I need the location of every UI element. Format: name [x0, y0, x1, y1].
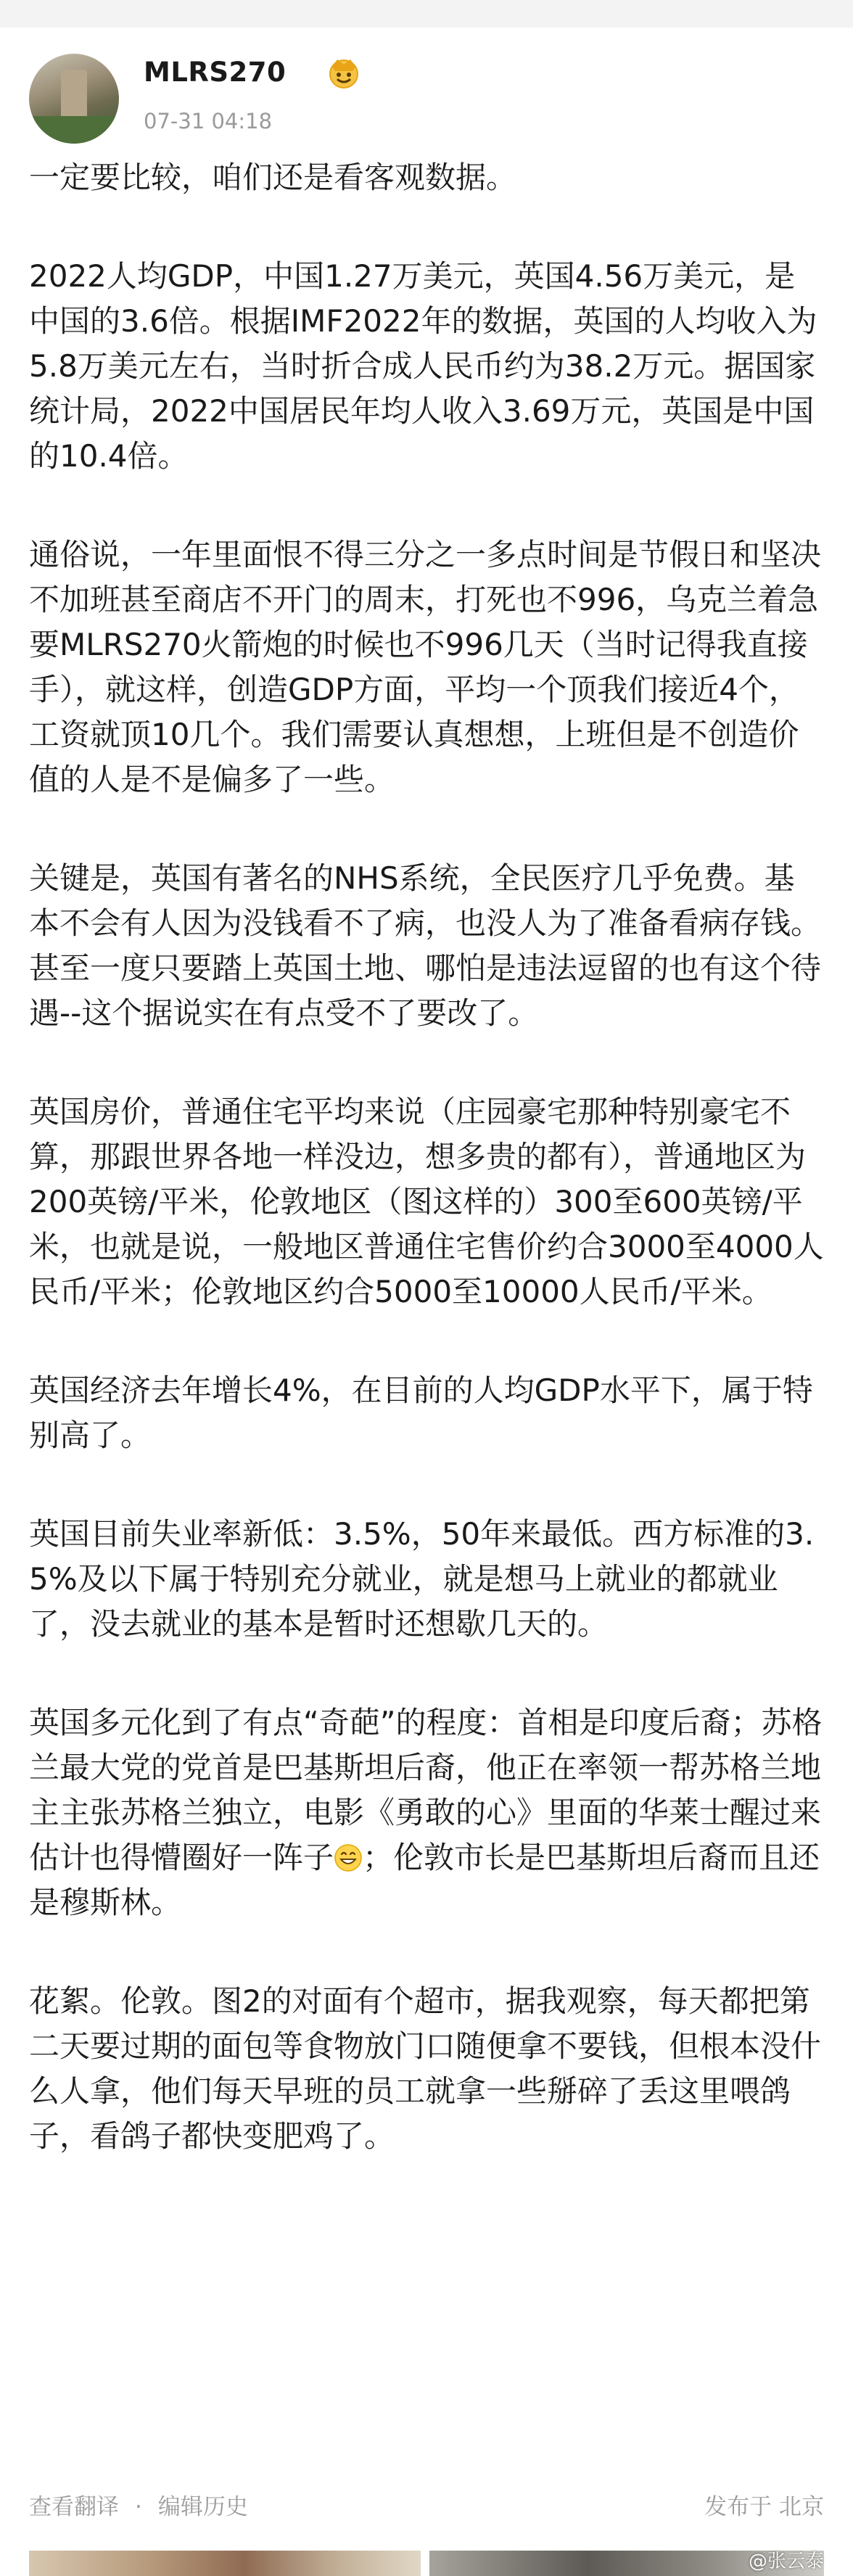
post-paragraph: 2022人均GDP，中国1.27万美元，英国4.56万美元，是中国的3.6倍。根据IMF2022年的数据，英国的人均收入为5.8万美元左右，当时折合成人民币约为38.2万元。据国家统计局，2022中国居民年均人收入3.69万元，英国是中国的10.4倍。 — [29, 258, 817, 474]
post-paragraph: 通俗说，一年里面恨不得三分之一多点时间是节假日和坚决不加班甚至商店不开门的周末，打死也不996，乌克兰着急要MLRS270火箭炮的时候也不996几天（当时记得我直接手），就这样，创造GDP方面，平均一个顶我们接近4个，工资就顶10几个。我们需要认真想想，上班但是不创造价值的人是不是偏多了一些。 — [29, 537, 822, 797]
post-paragraph: 关键是，英国有著名的NHS系统，全民医疗几乎免费。基本不会有人因为没钱看不了病，也没人为了准备看病存钱。甚至一度只要踏上英国土地、哪怕是违法逗留的也有这个待遇--这个据说实在有点受不了要改了。 — [29, 860, 822, 1031]
post-paragraph: 花絮。伦敦。图2的对面有个超市，据我观察，每天都把第二天要过期的面包等食物放门口随便拿不要钱，但根本没什么人拿，他们每天早班的员工就拿一些掰碎了丢这里喂鸽子，看鸽子都快变肥鸡了。 — [29, 1983, 822, 2154]
avatar-lawn — [29, 116, 119, 144]
post-body — [29, 155, 824, 2213]
image-watermark: @张云泰 — [748, 2551, 824, 2572]
crown-icon — [325, 55, 363, 89]
post-paragraph: 一定要比较，咱们还是看客观数据。 — [29, 160, 517, 195]
post-header — [29, 54, 824, 148]
edit-history-link[interactable]: 编辑历史 — [157, 2494, 248, 2520]
post-paragraph: 英国经济去年增长4%，在目前的人均GDP水平下，属于特别高了。 — [29, 1373, 813, 1453]
top-divider-strip — [0, 0, 853, 28]
post-location: 发布于 北京 — [704, 2494, 824, 2520]
grin-icon — [334, 1843, 363, 1872]
image-thumbnails — [29, 2551, 824, 2576]
username[interactable]: MLRS270 — [144, 57, 287, 88]
post-paragraph-text: 英国多元化到了有点“奇葩”的程度：首相是印度后裔；苏格兰最大党的党首是巴基斯坦后裔，他正在率领一帮苏格兰地主主张苏格兰独立，电影《勇敢的心》里面的华莱士醒过来估计也得懵圈好一阵子 — [29, 1705, 823, 1875]
avatar-building — [61, 70, 87, 120]
post-paragraph-multicultural — [29, 1700, 824, 1925]
post-paragraph: 英国房价，普通住宅平均来说（庄园豪宅那种特别豪宅不算，那跟世界各地一样没边，想多贵的都有），普通地区为200英镑/平米，伦敦地区（图这样的）300至600英镑/平米，也就是说，一般地区普通住宅售价约合3000至4000人民币/平米；伦敦地区约合5000至10000人民币/平米。 — [29, 1094, 824, 1309]
footer-actions — [29, 2488, 248, 2521]
avatar[interactable] — [29, 54, 119, 144]
post-image-1[interactable] — [29, 2551, 421, 2576]
post-paragraph: 英国目前失业率新低：3.5%，50年来最低。西方标准的3.5%及以下属于特别充分就业，就是想马上就业的都就业了，没去就业的基本是暂时还想歇几天的。 — [29, 1516, 815, 1642]
post-footer — [29, 2488, 824, 2520]
post-paragraph-text: ；伦敦市长是巴基斯坦后裔而且还是穆斯林。 — [29, 1840, 820, 1920]
translate-link[interactable]: 查看翻译 — [29, 2494, 119, 2520]
footer-separator: · — [135, 2494, 142, 2520]
post-timestamp: 07-31 04:18 — [144, 109, 273, 133]
